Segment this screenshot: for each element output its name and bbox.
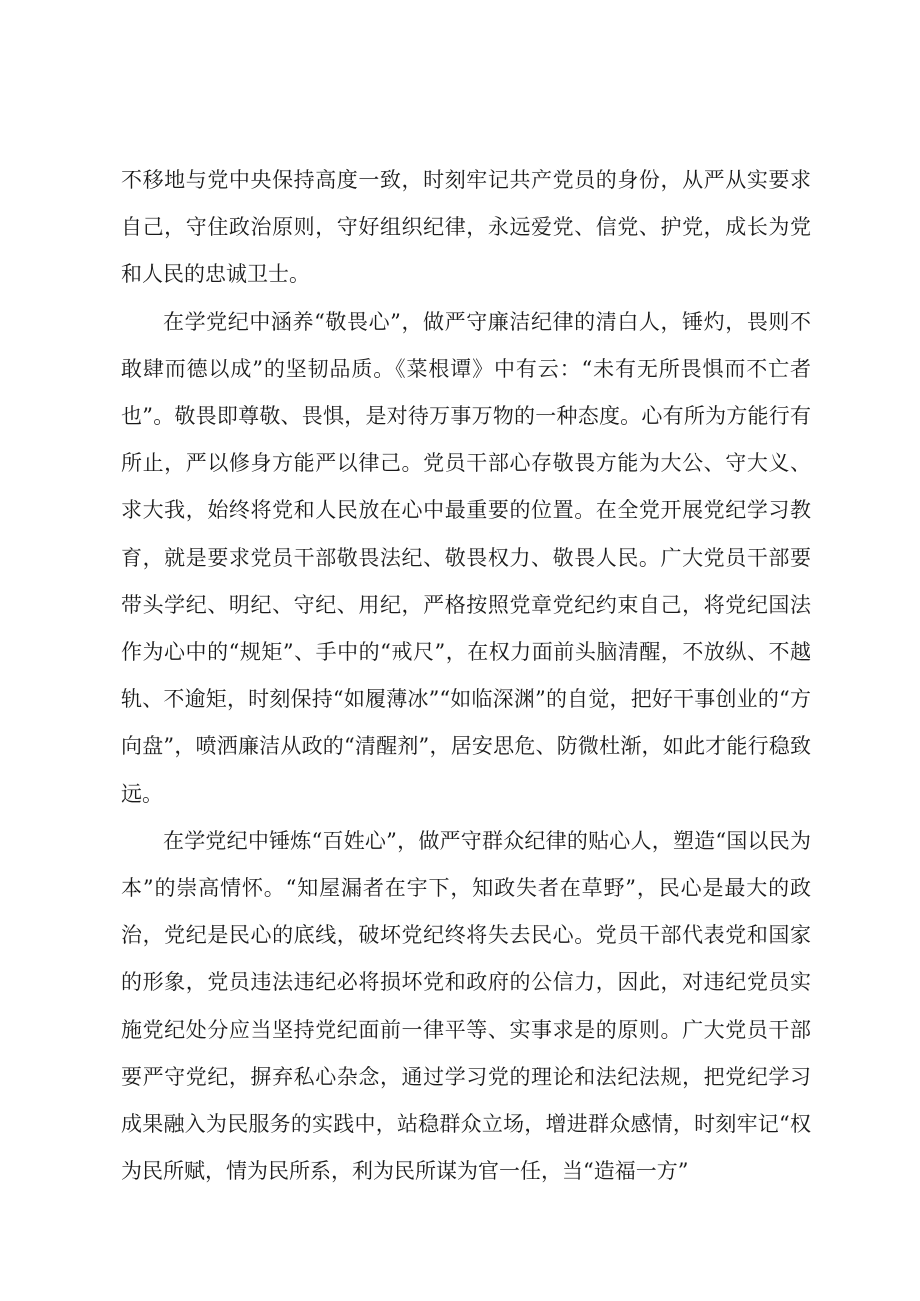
paragraph-2: 在学党纪中涵养“敬畏心”，做严守廉洁纪律的清白人，锤灼，畏则不敢肆而德以成”的坚韧品质。《菜根谭》中有云：“未有无所畏惧而不亡者也”。敬畏即尊敬、畏惧，是对待万事万物的一种态度。心有所为方能行有所止，严以修身方能严以律己。党员干部心存敬畏方能为大公、守大义、求大我，始终将党和人民放在心中最重要的位置。在全党开展党纪学习教育，就是要求党员干部敬畏法纪、敬畏权力、敬畏人民。广大党员干部要带头学纪、明纪、守纪、用纪，严格按照党章党纪约束自己，将党纪国法作为心中的“规矩”、手中的“戒尺”，在权力面前头脑清醒，不放纵、不越轨、不逾矩，时刻保持“如履薄冰”“如临深渊”的自觉，把好干事创业的“方向盘”，喷洒廉洁从政的“清醒剂”，居安思危、防微杜渐，如此才能行稳致远。 [121, 309, 811, 806]
body-text [121, 157, 811, 1195]
paragraph-3: 在学党纪中锤炼“百姓心”，做严守群众纪律的贴心人，塑造“国以民为本”的崇高情怀。“知屋漏者在宇下，知政失者在草野”，民心是最大的政治，党纪是民心的底线，破坏党纪终将失去民心。党员干部代表党和国家的形象，党员违法违纪必将损坏党和政府的公信力，因此，对违纪党员实施党纪处分应当坚持党纪面前一律平等、实事求是的原则。广大党员干部要严守党纪，摒弃私心杂念，通过学习党的理论和法纪法规，把党纪学习成果融入为民服务的实践中，站稳群众立场，增进群众感情，时刻牢记“权为民所赋，情为民所系，利为民所谋为官一任，当“造福一方” [121, 828, 811, 1184]
paragraph-1: 不移地与党中央保持高度一致，时刻牢记共产党员的身份，从严从实要求自己，守住政治原则，守好组织纪律，永远爱党、信党、护党，成长为党和人民的忠诚卫士。 [121, 168, 811, 287]
